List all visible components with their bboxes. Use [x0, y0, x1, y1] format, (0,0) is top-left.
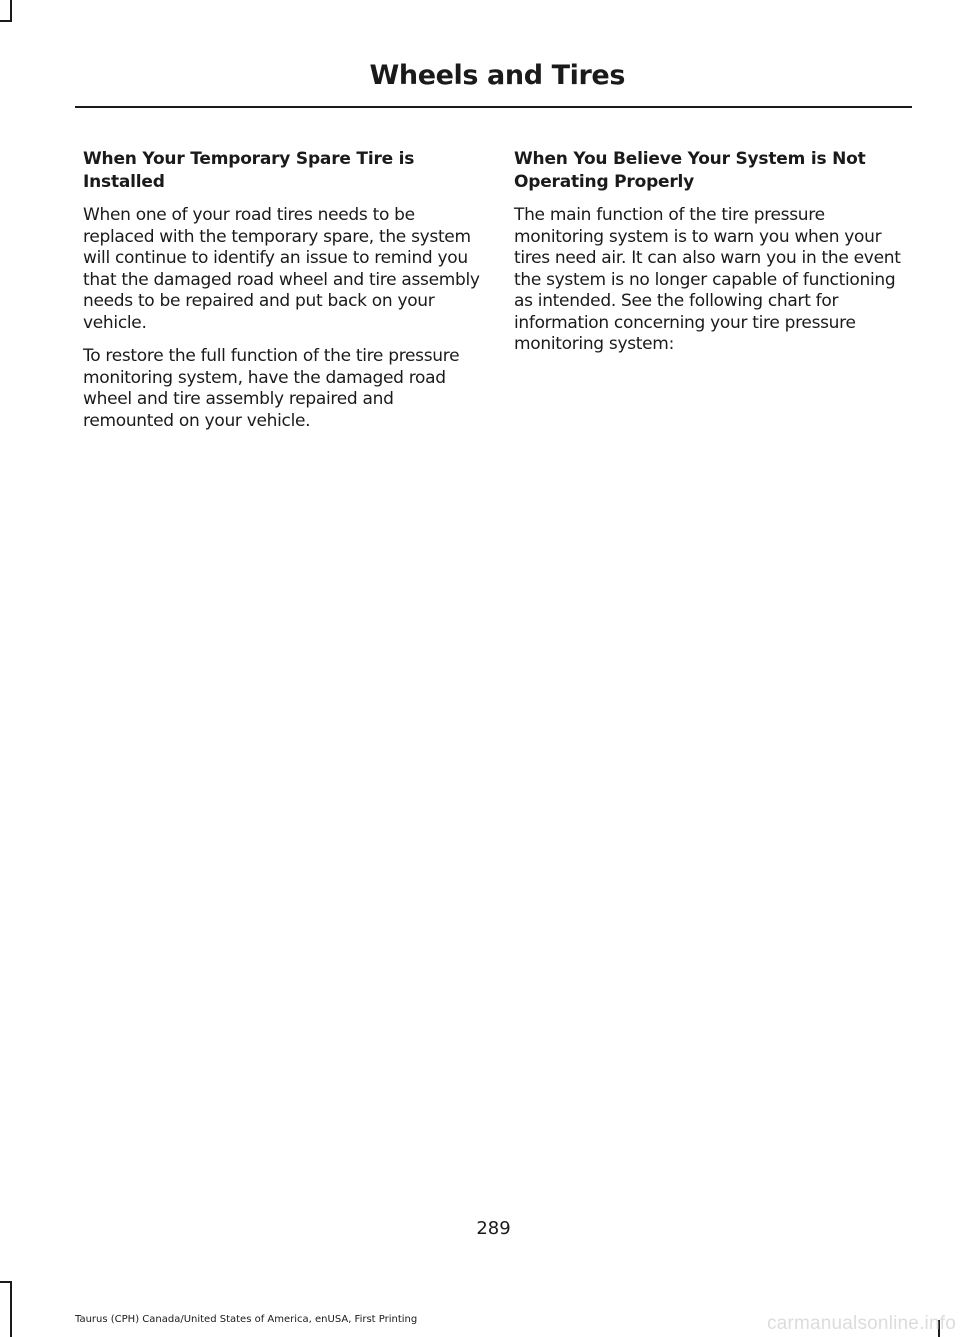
paragraph: When one of your road tires needs to be replaced with the temporary spare, the system will continue to identify an issue to remind you that the damaged road wheel and tire assembly needs to be repaired and put back on your vehicle. [83, 205, 480, 333]
section-heading-spare-tire: When Your Temporary Spare Tire is Installed [83, 149, 415, 192]
right-column [514, 148, 912, 368]
left-column [83, 148, 481, 444]
paragraph: The main function of the tire pressure monitoring system is to warn you when your tires need air. It can also warn you in the event the system is no longer capable of functioning as intended. See the following chart for information concerning your tire pressure monitoring system: [514, 205, 901, 354]
crop-mark-top-left-horizontal [0, 20, 12, 22]
section-heading-system-not-operating: When You Believe Your System is Not Operating Properly [514, 149, 866, 192]
crop-mark-bottom-left-vertical [10, 1281, 12, 1337]
page-number: 289 [476, 1218, 511, 1239]
paragraph: To restore the full function of the tire pressure monitoring system, have the damaged road wheel and tire assembly repaired and remounted on your vehicle. [83, 346, 460, 431]
publication-footer: Taurus (CPH) Canada/United States of America, enUSA, First Printing [75, 1314, 418, 1325]
crop-mark-bottom-left-horizontal [0, 1281, 12, 1283]
crop-mark-top-left-vertical [10, 0, 12, 22]
page-title: Wheels and Tires [369, 60, 625, 91]
header-divider [75, 106, 912, 108]
watermark: carmanualsonline.info [766, 1313, 956, 1334]
